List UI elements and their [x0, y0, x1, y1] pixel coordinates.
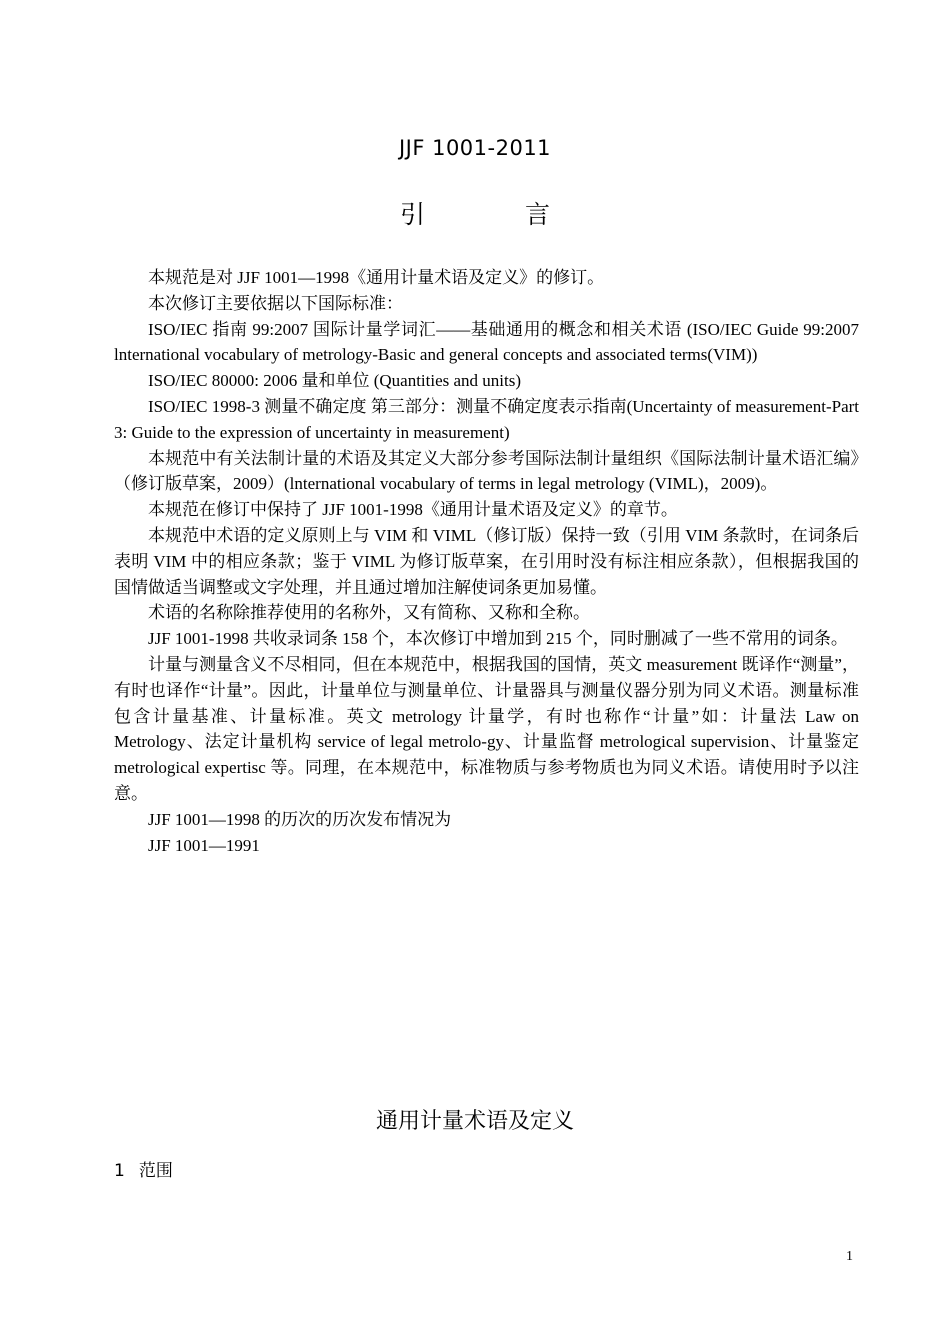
- chapter-title: 范围: [138, 1161, 173, 1181]
- main-title: 通用计量术语及定义: [375, 1109, 574, 1134]
- paragraph: 术语的名称除推荐使用的名称外，又有简称、又称和全称。: [148, 603, 590, 623]
- paragraph: 本规范中术语的定义原则上与 VIM 和 VIML（修订版）保持一致（引用 VIM 条款时，在词条后表明 VIM 中的相应条款；鉴于 VIML 为修订版草案，在引用时没有标注相应条款），但根据我国的国情做适当调整或文字处理，并且通过增加注解使词条更加易懂。: [114, 525, 859, 597]
- paragraph: ISO/IEC 指南 99:2007 国际计量学词汇——基础通用的概念和相关术语 (ISO/IEC Guide 99:2007 lnternational vocabulary of metrology-Basic and general concepts and associated terms(VIM)): [114, 319, 859, 365]
- paragraph: 本规范是对 JJF 1001—1998《通用计量术语及定义》的修订。: [148, 268, 605, 287]
- chapter-number: 1: [114, 1161, 125, 1181]
- paragraph: 本规范在修订中保持了 JJF 1001-1998《通用计量术语及定义》的章节。: [148, 500, 678, 520]
- paragraph: ISO/IEC 1998-3 测量不确定度 第三部分：测量不确定度表示指南(Uncertainty of measurement-Part 3: Guide to the expression of uncertainty in measurement): [114, 396, 859, 442]
- introduction-body: [114, 265, 859, 858]
- paragraph: JJF 1001—1991: [148, 835, 260, 855]
- page-number: 1: [846, 1249, 853, 1264]
- paragraph: JJF 1001-1998 共收录词条 158 个，本次修订中增加到 215 个，同时删减了一些不常用的词条。: [148, 629, 848, 649]
- paragraph: 计量与测量含义不尽相同，但在本规范中，根据我国的国情，英文 measurement 既译作“测量”，有时也译作“计量”。因此，计量单位与测量单位、计量器具与测量仪器分别为同义术语。测量标准包含计量基准、计量标准。英文 metrology 计量学，有时也称作“计量”如：计量法 Law on Metrology、法定计量机构 service of legal metrolo-gy、计量监督 metrological supervision、计量鉴定 metrological expertisc 等。同理，在本规范中，标准物质与参考物质也为同义术语。请使用时予以注意。: [114, 654, 859, 803]
- paragraph: 本次修订主要依据以下国际标准：: [148, 293, 403, 313]
- section-title: 引 言: [400, 200, 596, 229]
- document-code: JJF 1001-2011: [398, 136, 552, 160]
- paragraph: 本规范中有关法制计量的术语及其定义大部分参考国际法制计量组织《国际法制计量术语汇编》（修订版草案，2009）(lnternational vocabulary of terms in legal metrology (VIML)，2009)。: [114, 448, 859, 494]
- paragraph: ISO/IEC 80000: 2006 量和单位 (Quantities and units): [148, 371, 522, 391]
- chapter-heading: [114, 1156, 173, 1181]
- paragraph: JJF 1001—1998 的历次的历次发布情况为: [148, 809, 452, 829]
